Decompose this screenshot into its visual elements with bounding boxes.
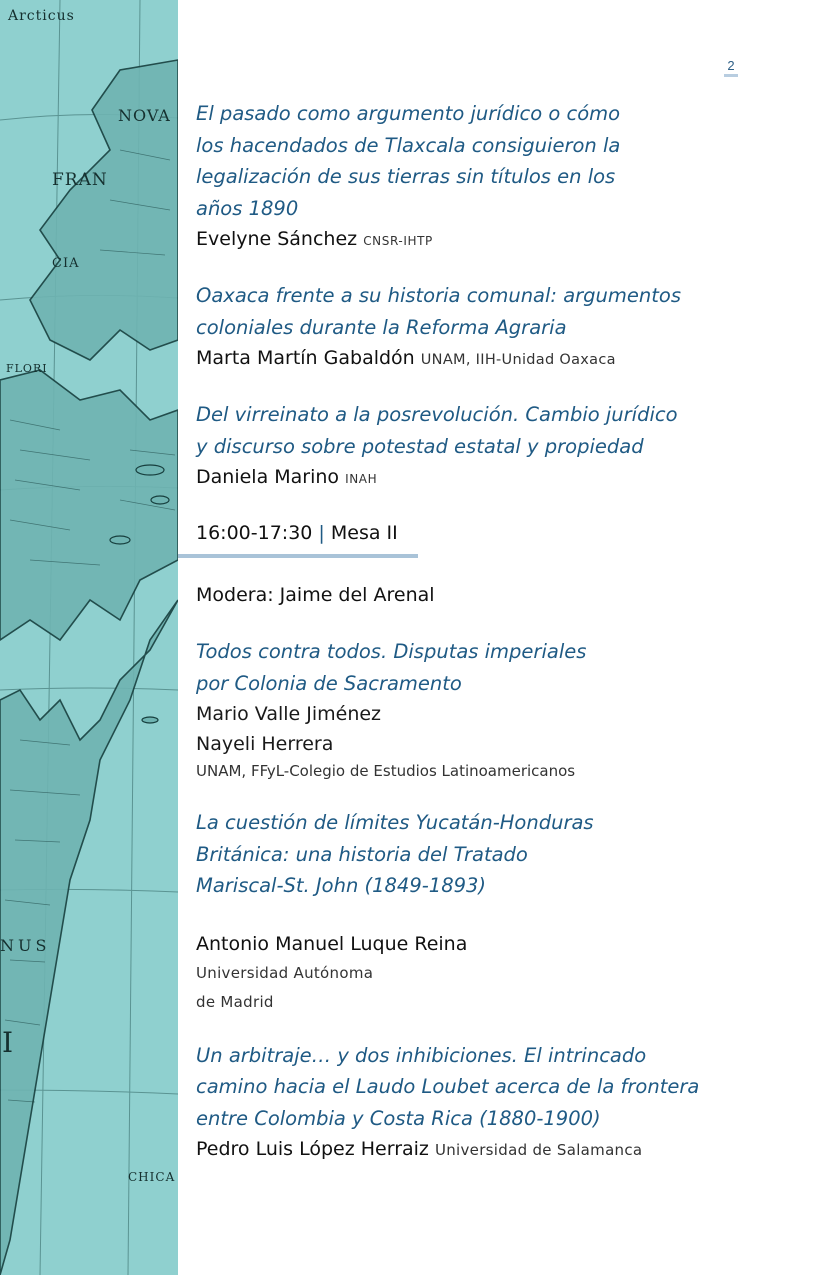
talk-item bbox=[196, 280, 756, 375]
map-label: CIA bbox=[52, 256, 80, 271]
map-label: FRAN bbox=[52, 170, 108, 190]
author-line bbox=[196, 902, 756, 1016]
session-divider bbox=[178, 554, 418, 558]
author-name: Antonio Manuel Luque Reina bbox=[196, 932, 468, 955]
session-time: 16:00-17:30 bbox=[196, 522, 313, 544]
map-label: CHICA bbox=[128, 1170, 176, 1184]
talk-title: El pasado como argumento jurídico o cómo los hacendados de Tlaxcala consiguieron la legalización de sus tierras sin títulos en los años 1890 bbox=[196, 102, 621, 220]
map-label: FLORI bbox=[6, 362, 48, 375]
moderator-line bbox=[196, 580, 756, 610]
map-illustration bbox=[0, 0, 178, 1275]
author-name: Mario Valle Jiménez bbox=[196, 703, 382, 725]
talk-item bbox=[196, 399, 756, 494]
author-name: Pedro Luis López Herraiz bbox=[196, 1138, 429, 1160]
moderator-label: Modera: bbox=[196, 584, 274, 606]
map-label: NUS bbox=[0, 936, 51, 955]
author-line bbox=[196, 224, 756, 256]
map-label: Arcticus bbox=[8, 8, 75, 24]
page-number: 2 bbox=[724, 58, 738, 77]
program-content bbox=[196, 98, 756, 1189]
session-separator: | bbox=[318, 522, 325, 544]
author-name: Nayeli Herrera bbox=[196, 733, 334, 755]
talk-item bbox=[196, 636, 756, 783]
session-name: Mesa II bbox=[330, 522, 398, 544]
author-affiliation: UNAM, IIH-Unidad Oaxaca bbox=[420, 352, 616, 368]
map-label: I bbox=[2, 1026, 15, 1059]
talk-title: Oaxaca frente a su historia comunal: argumentos coloniales durante la Reforma Agraria bbox=[196, 284, 681, 339]
author-affiliation: INAH bbox=[345, 472, 378, 486]
author-affiliation: Universidad de Salamanca bbox=[434, 1141, 643, 1159]
author-name: Evelyne Sánchez bbox=[196, 228, 358, 250]
talk-title: Un arbitraje… y dos inhibiciones. El intrincado camino hacia el Laudo Loubet acerca de la frontera entre Colombia y Costa Rica (1880-1900) bbox=[196, 1043, 700, 1130]
author-line bbox=[196, 343, 756, 375]
author-affiliation: UNAM, FFyL-Colegio de Estudios Latinoamericanos bbox=[196, 762, 576, 780]
talk-item bbox=[196, 807, 756, 1016]
decorative-map-strip bbox=[0, 0, 178, 1275]
author-name: Marta Martín Gabaldón bbox=[196, 347, 415, 369]
talk-title: La cuestión de límites Yucatán-Honduras Británica: una historia del Tratado Mariscal-St. John (1849-1893) bbox=[196, 811, 594, 897]
talk-title: Todos contra todos. Disputas imperiales por Colonia de Sacramento bbox=[196, 640, 587, 695]
author-line bbox=[196, 1134, 756, 1165]
author-affiliation: Universidad Autónoma de Madrid bbox=[196, 963, 374, 1011]
map-label: NOVA bbox=[118, 106, 171, 125]
talk-title: Del virreinato a la posrevolución. Cambio jurídico y discurso sobre potestad estatal y propiedad bbox=[196, 403, 678, 458]
talk-item bbox=[196, 98, 756, 256]
session-heading bbox=[196, 518, 756, 558]
talk-item bbox=[196, 1040, 756, 1166]
author-line bbox=[196, 462, 756, 494]
author-affiliation: CNSR-IHTP bbox=[363, 234, 433, 248]
author-name: Daniela Marino bbox=[196, 466, 340, 488]
moderator-name: Jaime del Arenal bbox=[279, 584, 435, 606]
